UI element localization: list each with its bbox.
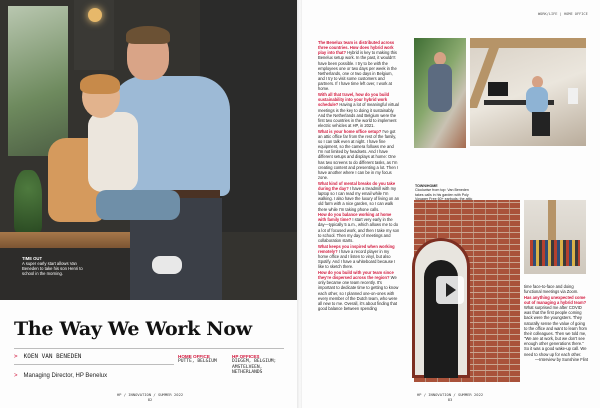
divider	[14, 348, 284, 349]
hp-offices-info	[232, 354, 294, 376]
home-office-label: HOME OFFICE	[178, 354, 210, 359]
record-collection	[530, 240, 580, 266]
answer: time face-to-face and doing functional meetings via Zoom.	[524, 284, 579, 295]
interview-credit: —Interview by Sunshine Flint	[534, 357, 588, 363]
question: What keeps you inspired when working remotely?	[318, 243, 395, 254]
hero-photo	[0, 0, 298, 300]
ceiling-beam	[470, 38, 586, 48]
caption-title: TIME OUT	[22, 256, 43, 261]
right-folio	[400, 392, 500, 402]
hp-offices-value: DIEGEM, BELGIUM; AMSTELVEEN, NETHERLANDS	[232, 359, 277, 376]
speaker	[568, 88, 578, 104]
home-office-value: PUTTE, BELGIUM	[178, 359, 217, 365]
garden-photo	[414, 38, 466, 148]
right-page-number: 83	[447, 397, 453, 402]
section-tag: WORK/LIFE | HOME OFFICE	[538, 12, 588, 16]
question: What is your home office setup?	[318, 128, 382, 134]
byline-name-text: KOEN VAN BENEDEN	[23, 353, 82, 360]
answer: I start very early in the day—typically 5 a.m., which allows me to do a lot of focused work, and then I take my son to school. Then my day of meetings and collaboration starts.	[318, 217, 400, 243]
child-body	[88, 112, 138, 192]
article-column-3	[524, 284, 588, 384]
hp-offices-label: HP OFFICES	[232, 354, 260, 359]
arrow-icon: >	[14, 353, 18, 360]
question: With all that travel, how do you build sustainability into your hybrid work schedule?	[318, 92, 390, 108]
byline-name	[14, 353, 81, 360]
photo-caption	[22, 256, 84, 276]
person-body	[428, 64, 452, 112]
answer: I've got an attic office far from the rest of the family, so I can talk even at night. I have fine equipment, so the camera follows me and I'm not limited by headsets. And I have different setups and displays at home: One has two screens to do different tasks, as I'm creating content and presenting a lot. Then I have another where I can be in my focus zone.	[318, 128, 399, 181]
question: What kind of mental breaks do you take during the day?	[318, 180, 396, 191]
monitor	[488, 82, 508, 96]
answer: We only became one team recently. It's important to dedicate time to getting to know each other, so I planned one-on-ones with every member of the Dutch team, who were all new to me. Overall, it's about finding that good balance between spending	[318, 275, 399, 311]
arrow-icon: >	[14, 373, 18, 379]
article-column-1	[318, 40, 400, 386]
right-folio-text: HP / INNOVATION / SUMMER 2022	[416, 392, 484, 397]
question: Has anything unexpected come out of managing a hybrid team?	[524, 294, 587, 305]
record-shelf-photo	[524, 200, 586, 274]
office-chair	[532, 112, 550, 136]
byline-title-text: Managing Director, HP Benelux	[23, 373, 108, 379]
answer: I have a treadmill with my laptop so I can read my email while I'm walking. I also have the luxury of living on an old farm with a nice garden, so I can walk there while I'm taking phone calls.	[318, 185, 400, 212]
roof-beam	[470, 48, 499, 108]
answer: I have a record player in my home office and I listen to vinyl, but also Spotify. And I have a whiteboard because I like to sketch there.	[318, 248, 396, 270]
answer: Hybrid is key to making this Benelux setup work. In the past, it wouldn't have been possible. I try to be with the employees one or two days per week in the Netherlands, one or two days in Belgium, and I try to visit some customers and partners. If I have time left over, I work at home.	[318, 50, 397, 92]
attic-office-photo	[470, 38, 586, 146]
question: How do you build with your team since they're dispersed across the region?	[318, 269, 394, 281]
answer: Having a lot of meaningful virtual meetings is the key to doing it sustainably. And the Netherlands and Belgium were the first two countries in the world to implement electric vehicles at HP, in 2021.	[318, 102, 399, 128]
child-legs	[96, 190, 180, 220]
caption-text: A super early start allows Van Beneden to take his son Henri to school in the morning.	[22, 261, 83, 276]
left-folio	[100, 392, 200, 402]
article-headline: The Way We Work Now	[14, 318, 252, 340]
divider	[14, 364, 174, 365]
left-folio-text: HP / INNOVATION / SUMMER 2022	[116, 392, 184, 397]
home-office-info	[178, 354, 234, 365]
plant	[14, 170, 42, 232]
play-icon[interactable]	[436, 276, 464, 304]
child-shoe	[152, 256, 182, 274]
question: The Benelux team is distributed across three countries. How does hybrid work play into that?	[318, 40, 395, 56]
left-page-number: 82	[147, 397, 153, 402]
wooden-beam	[548, 200, 556, 240]
right-caption-title: TOWN/HOME	[415, 184, 438, 188]
man-hair	[126, 26, 170, 44]
question: How do you balance working at home with family time?	[318, 212, 392, 223]
person-body	[526, 87, 548, 113]
pendant-lamp	[88, 8, 102, 22]
window	[8, 6, 68, 156]
byline-title	[14, 373, 107, 379]
child-hair	[80, 74, 120, 94]
right-caption-text: Clockwise from top: Van Beneden takes calls in his garden with Poly	[415, 188, 469, 197]
answer: What surprised me after COVID was that the first people coming back were the youngsters. They naturally sense the value of going to the office and want to learn from their colleagues. Then we told me, "We are at work, but we don't see enough other generations there." So it was a good wake-up call. We need to show up for each other.	[524, 305, 587, 357]
